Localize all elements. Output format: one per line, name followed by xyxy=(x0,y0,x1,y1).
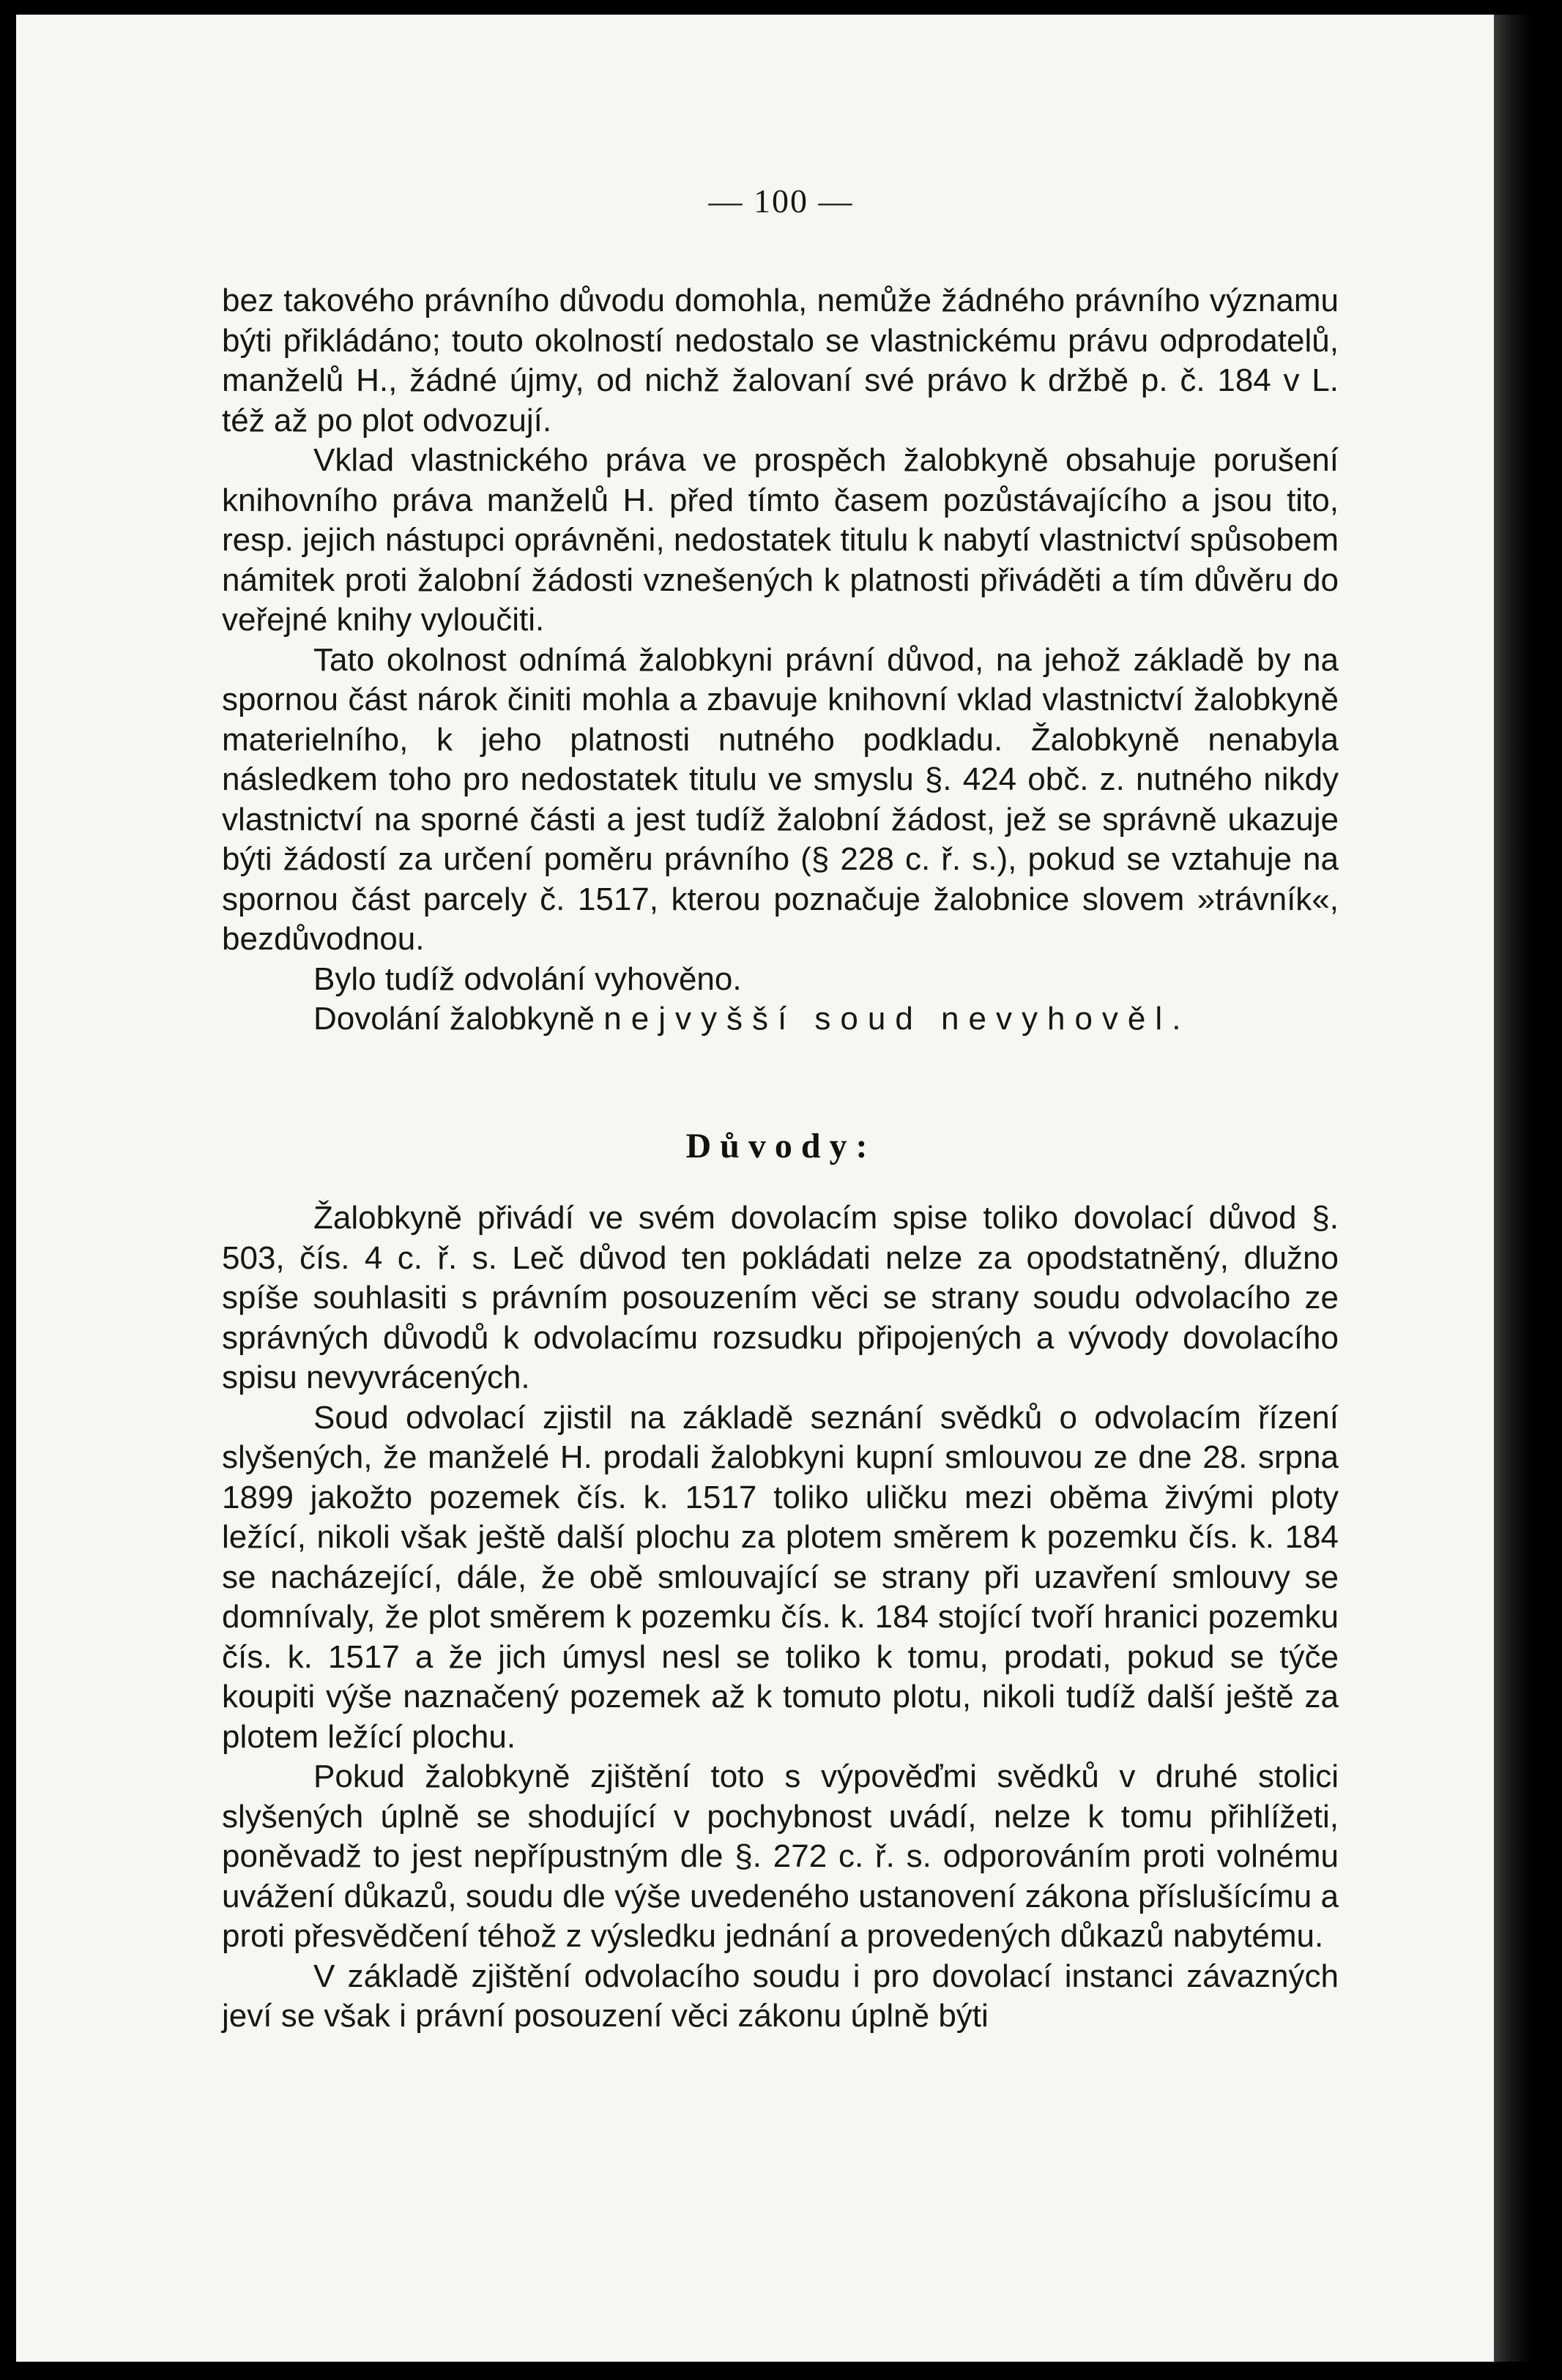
paragraph: bez takového právního důvodu domohla, nemůže žádného právního významu býti přikládáno; touto okolností nedostalo se vlastnickému právu odprodatelů, manželů H., žádné újmy, od nichž žalovaní své právo k držbě p. č. 184 v L. též až po plot odvozují. xyxy=(222,283,1339,439)
text-block-lower xyxy=(222,1198,1339,2037)
paragraph: V základě zjištění odvolacího soudu i pro dovolací instanci závazných jeví se však i právní posouzení věci zákonu úplně býti xyxy=(222,1958,1339,2034)
decision-paragraph xyxy=(222,999,1339,1040)
decision-suffix: . xyxy=(1172,1001,1181,1037)
section-heading: Důvody: xyxy=(685,1127,877,1165)
paragraph: Soud odvolací zjistil na základě seznání svědků o odvolacím řízení slyšených, že manželé H. prodali žalobkyni kupní smlouvou ze dne 28. srpna 1899 jakožto pozemek čís. k. 1517 toliko uličku mezi oběma živými ploty ležící, nikoli však ještě další plochu za plotem směrem k pozemku čís. k. 184 se nacházející, dále, že obě smlouvající se strany při uzavření smlouvy se domnívaly, že plot směrem k pozemku čís. k. 184 stojící tvoří hranici pozemku čís. k. 1517 a že jich úmysl nesl se toliko k tomu, prodati, pokud se týče koupiti výše naznačený pozemek až k tomuto plotu, nikoli tudíž další ještě za plotem ležící plochu. xyxy=(222,1399,1339,1755)
paragraph: Pokud žalobkyně zjištění toto s výpověďmi svědků v druhé stolici slyšených úplně se shodující v pochybnost uvádí, nelze k tomu přihlížeti, poněvadž to jest nepřípustným dle §. 272 c. ř. s. odporováním proti volnému uvážení důkazů, soudu dle výše uvedeného ustanovení zákona příslušícímu a proti přesvědčení téhož z výsledku jednání a provedených důkazů nabytému. xyxy=(222,1758,1339,1954)
text-block-upper xyxy=(222,281,1339,1040)
decision-prefix: Dovolání žalobkyně xyxy=(313,1001,604,1037)
decision-spaced-text: nejvyšší soud nevyhověl xyxy=(603,1001,1172,1037)
paragraph: Vklad vlastnického práva ve prospěch žalobkyně obsahuje porušení knihovního práva manželů H. před tímto časem pozůstávajícího a jsou tito, resp. jejich nástupci oprávněni, nedostatek titulu k nabytí vlastnictví spůsobem námitek proti žalobní žádosti vznešených k platnosti přiváděti a tím důvěru do veřejné knihy vyloučiti. xyxy=(222,442,1339,638)
paragraph: Tato okolnost odnímá žalobkyni právní důvod, na jehož základě by na spornou část nárok činiti mohla a zbavuje knihovní vklad vlastnictví žalobkyně materielního, k jeho platnosti nutného podkladu. Žalobkyně nenabyla následkem toho pro nedostatek titulu ve smyslu §. 424 obč. z. nutného nikdy vlastnictví na sporné části a jest tudíž žalobní žádost, jež se správně ukazuje býti žádostí za určení poměru právního (§ 228 c. ř. s.), pokud se vztahuje na spornou část parcely č. 1517, kterou poznačuje žalobnice slovem »trávník«, bezdůvodnou. xyxy=(222,641,1339,957)
paragraph: Žalobkyně přivádí ve svém dovolacím spise toliko dovolací důvod §. 503, čís. 4 c. ř. s. Leč důvod ten pokládati nelze za opodstatněný, dlužno spíše souhlasiti s právním posouzením věci se strany soudu odvolacího ze správných důvodů k odvolacímu rozsudku připojených a vývody dovolacího spisu nevyvrácených. xyxy=(222,1200,1339,1395)
page-number: — 100 — xyxy=(708,182,854,220)
paragraph: Bylo tudíž odvolání vyhověno. xyxy=(313,960,742,997)
page-edge xyxy=(1494,15,1531,2362)
